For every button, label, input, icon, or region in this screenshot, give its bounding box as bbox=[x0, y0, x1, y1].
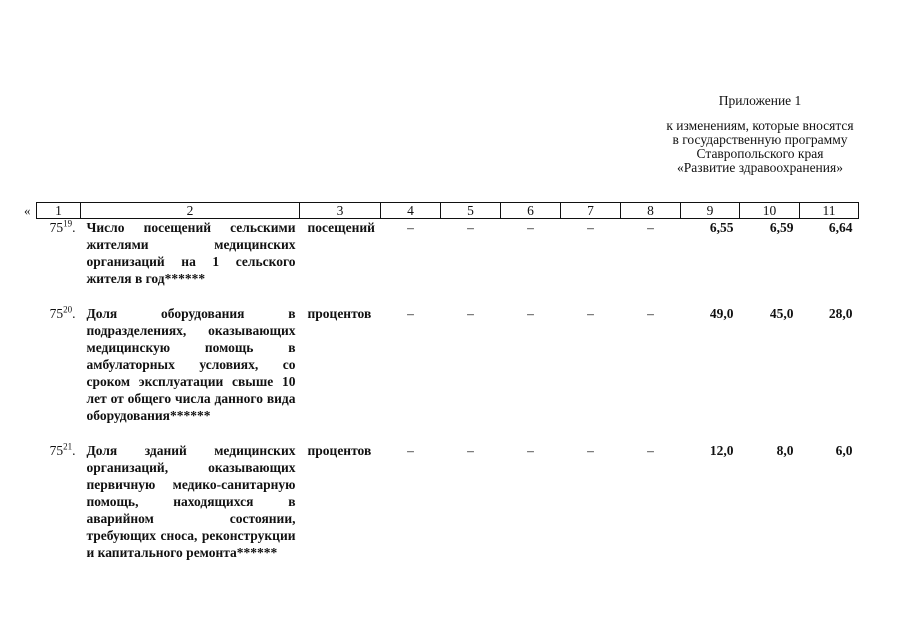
table-open-quote: « bbox=[24, 203, 31, 218]
row-cell: – bbox=[467, 306, 474, 321]
row-value: 6,0 bbox=[835, 443, 853, 458]
column-header-8: 8 bbox=[621, 203, 681, 219]
row-unit: процентов bbox=[307, 443, 372, 458]
row-cell: – bbox=[587, 306, 594, 321]
table-row bbox=[37, 305, 859, 442]
column-header-11: 11 bbox=[800, 203, 859, 219]
row-cell: – bbox=[647, 306, 654, 321]
row-description: Число посещений сельскими жителями медицинских организаций на 1 сельского жителя в год****** bbox=[86, 220, 296, 286]
row-value: 49,0 bbox=[709, 306, 734, 321]
row-cell: – bbox=[527, 220, 534, 235]
row-unit: посещений bbox=[307, 220, 375, 235]
column-header-7: 7 bbox=[561, 203, 621, 219]
row-cell: – bbox=[647, 220, 654, 235]
column-header-4: 4 bbox=[381, 203, 441, 219]
column-header-9: 9 bbox=[681, 203, 740, 219]
column-header-2: 2 bbox=[81, 203, 300, 219]
indicators-table bbox=[36, 202, 859, 562]
row-cell: – bbox=[527, 306, 534, 321]
row-number: $75^{19}$. bbox=[49, 218, 76, 235]
row-value: 6,64 bbox=[828, 220, 853, 235]
row-number: $75^{21}$. bbox=[49, 441, 76, 458]
column-header-1: 1 bbox=[37, 203, 81, 219]
table-row bbox=[37, 442, 859, 562]
column-header-5: 5 bbox=[441, 203, 501, 219]
appendix-subtitle-line: в государственную программу bbox=[672, 132, 848, 147]
row-cell: – bbox=[587, 220, 594, 235]
row-value: 6,59 bbox=[769, 220, 794, 235]
row-cell: – bbox=[407, 220, 414, 235]
row-cell: – bbox=[647, 443, 654, 458]
column-header-6: 6 bbox=[501, 203, 561, 219]
row-value: 45,0 bbox=[769, 306, 794, 321]
row-value: 6,55 bbox=[709, 220, 734, 235]
row-value: 12,0 bbox=[709, 443, 734, 458]
row-unit: процентов bbox=[307, 306, 372, 321]
appendix-subtitle-line: «Развитие здравоохранения» bbox=[677, 160, 843, 175]
row-cell: – bbox=[407, 443, 414, 458]
row-value: 8,0 bbox=[776, 443, 794, 458]
column-header-10: 10 bbox=[740, 203, 800, 219]
appendix-subtitle-line: к изменениям, которые вносятся bbox=[666, 118, 854, 133]
row-cell: – bbox=[467, 220, 474, 235]
column-header-3: 3 bbox=[300, 203, 381, 219]
appendix-subtitle-line: Ставропольского края bbox=[696, 146, 824, 161]
row-cell: – bbox=[587, 443, 594, 458]
row-cell: – bbox=[467, 443, 474, 458]
row-number: $75^{20}$. bbox=[49, 304, 76, 321]
table-header-row bbox=[37, 203, 859, 219]
appendix-title: Приложение 1 bbox=[718, 93, 802, 108]
row-cell: – bbox=[407, 306, 414, 321]
row-cell: – bbox=[527, 443, 534, 458]
row-description: Доля оборудования в подразделениях, оказывающих медицинскую помощь в амбулаторных условиях, со сроком эксплуатации свыше 10 лет от общего числа данного вида оборудования****** bbox=[86, 306, 296, 423]
table-row bbox=[37, 219, 859, 306]
row-value: 28,0 bbox=[828, 306, 853, 321]
row-description: Доля зданий медицинских организаций, оказывающих первичную медико-санитарную помощь, находящихся в аварийном состоянии, требующих сноса, реконструкции и капитального ремонта****** bbox=[86, 443, 296, 560]
appendix-block bbox=[640, 94, 880, 175]
